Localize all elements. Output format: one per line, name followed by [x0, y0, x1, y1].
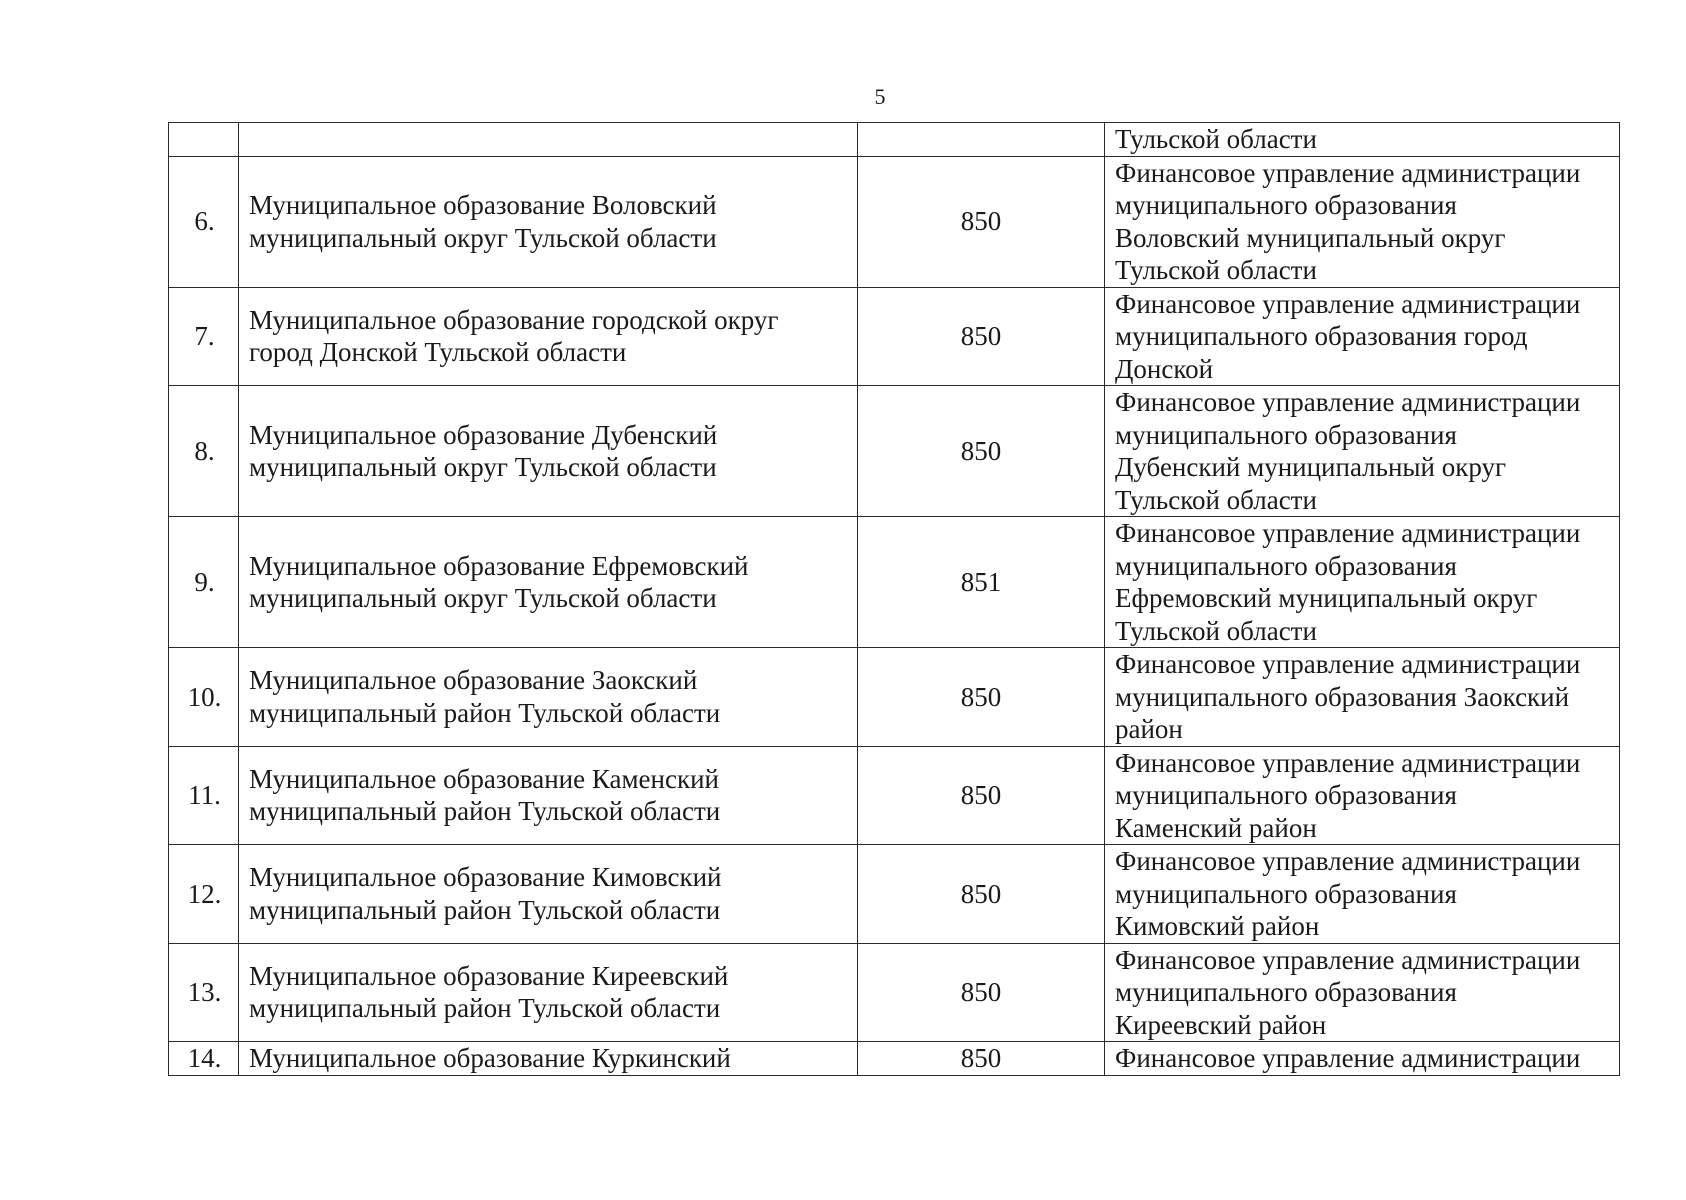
code-cell: 850: [858, 943, 1105, 1042]
table-row: [169, 1042, 1620, 1076]
table-row: [169, 648, 1620, 747]
municipalities-table: [168, 122, 1620, 1076]
financial-authority-line: Финансовое управление администрации: [1115, 518, 1581, 548]
row-number-cell: 6.: [169, 156, 239, 287]
financial-authority-line: Кимовский район: [1115, 911, 1320, 941]
municipality-name-line: Муниципальное образование городской округ: [249, 304, 779, 335]
financial-authority-line: Дубенский муниципальный округ: [1115, 452, 1507, 482]
municipality-name-cell: [239, 746, 858, 845]
financial-authority-line: муниципального образования: [1115, 780, 1457, 810]
financial-authority-line: Тульской области: [1115, 255, 1317, 285]
municipality-name-cell: [239, 123, 858, 157]
municipality-name-line: Муниципальное образование Воловский: [249, 190, 717, 220]
municipality-name-line: Муниципальное образование Заокский: [249, 665, 698, 696]
municipality-name-cell: [239, 156, 858, 287]
financial-authority-cell: [1105, 156, 1620, 287]
municipality-name-cell: [239, 845, 858, 944]
row-number-cell: [169, 123, 239, 157]
financial-authority-line: муниципального образования Заокский: [1115, 681, 1570, 712]
financial-authority-cell: [1105, 1042, 1620, 1076]
municipality-name-line: Муниципальное образование Ефремовский: [249, 550, 749, 581]
financial-authority-line: муниципального образования: [1115, 977, 1457, 1007]
municipality-name-line: муниципальный район Тульской области: [249, 894, 721, 925]
municipality-name-line: Муниципальное образование Кимовский: [249, 862, 722, 893]
row-number-cell: 8.: [169, 386, 239, 517]
row-number-cell: 10.: [169, 648, 239, 747]
municipality-name-cell: [239, 517, 858, 648]
table-row: [169, 845, 1620, 944]
financial-authority-line: муниципального образования: [1115, 419, 1457, 450]
financial-authority-line: Финансовое управление администрации: [1115, 1043, 1581, 1073]
municipality-name-line: муниципальный округ Тульской области: [249, 222, 717, 253]
financial-authority-line: Киреевский район: [1115, 1009, 1327, 1040]
code-cell: 850: [858, 746, 1105, 845]
financial-authority-line: Ефремовский муниципальный округ: [1115, 583, 1538, 613]
municipality-name-line: муниципальный район Тульской области: [249, 796, 721, 827]
financial-authority-cell: [1105, 287, 1620, 386]
financial-authority-line: Финансовое управление администрации: [1115, 944, 1581, 975]
municipality-name-line: город Донской Тульской области: [249, 337, 627, 368]
row-number-cell: 11.: [169, 746, 239, 845]
municipality-name-line: Муниципальное образование Дубенский: [249, 419, 718, 450]
municipality-name-cell: [239, 386, 858, 517]
page-number: 5: [874, 84, 886, 109]
financial-authority-line: Финансовое управление администрации: [1115, 649, 1581, 679]
financial-authority-line: район: [1115, 714, 1183, 744]
municipality-name-cell: [239, 287, 858, 386]
table-row: [169, 943, 1620, 1042]
financial-authority-line: Донской: [1115, 353, 1214, 384]
table-row: [169, 287, 1620, 386]
financial-authority-line: Финансовое управление администрации: [1115, 387, 1581, 417]
financial-authority-cell: [1105, 648, 1620, 747]
row-number-cell: 14.: [169, 1042, 239, 1076]
municipality-name-cell: [239, 943, 858, 1042]
financial-authority-line: Воловский муниципальный округ: [1115, 222, 1506, 253]
financial-authority-line: Финансовое управление администрации: [1115, 288, 1581, 319]
financial-authority-line: Финансовое управление администрации: [1115, 846, 1581, 876]
financial-authority-line: муниципального образования город: [1115, 321, 1528, 351]
row-number-cell: 7.: [169, 287, 239, 386]
financial-authority-cell: [1105, 943, 1620, 1042]
municipality-name-line: Муниципальное образование Киреевский: [249, 960, 729, 991]
municipality-name-line: муниципальный округ Тульской области: [249, 583, 717, 613]
code-cell: 850: [858, 156, 1105, 287]
financial-authority-line: Тульской области: [1115, 615, 1317, 646]
financial-authority-cell: [1105, 746, 1620, 845]
municipality-name-cell: [239, 1042, 858, 1076]
row-number-cell: 12.: [169, 845, 239, 944]
financial-authority-cell: [1105, 386, 1620, 517]
financial-authority-line: муниципального образования: [1115, 190, 1457, 220]
financial-authority-line: Каменский район: [1115, 812, 1317, 843]
row-number-cell: 13.: [169, 943, 239, 1042]
row-number-cell: 9.: [169, 517, 239, 648]
table-row: [169, 517, 1620, 648]
municipality-name-line: муниципальный район Тульской области: [249, 993, 721, 1024]
code-cell: [858, 123, 1105, 157]
municipality-name-line: муниципальный округ Тульской области: [249, 452, 717, 482]
code-cell: 850: [858, 648, 1105, 747]
code-cell: 850: [858, 1042, 1105, 1076]
table-row: [169, 746, 1620, 845]
municipality-name-line: Муниципальное образование Каменский: [249, 763, 719, 794]
code-cell: 850: [858, 287, 1105, 386]
municipality-name-line: муниципальный район Тульской области: [249, 697, 721, 728]
financial-authority-cell: [1105, 123, 1620, 157]
municipality-name-cell: [239, 648, 858, 747]
code-cell: 850: [858, 386, 1105, 517]
code-cell: 851: [858, 517, 1105, 648]
financial-authority-line: муниципального образования: [1115, 550, 1457, 581]
table-row: [169, 386, 1620, 517]
municipality-name-line: Муниципальное образование Куркинский: [249, 1043, 731, 1073]
financial-authority-cell: [1105, 845, 1620, 944]
table-row: [169, 123, 1620, 157]
financial-authority-cell: [1105, 517, 1620, 648]
financial-authority-line: муниципального образования: [1115, 878, 1457, 909]
table-row: [169, 156, 1620, 287]
financial-authority-line: Тульской области: [1115, 484, 1317, 515]
financial-authority-line: Финансовое управление администрации: [1115, 747, 1581, 778]
table-body: [169, 123, 1620, 1076]
financial-authority-line: Тульской области: [1115, 124, 1317, 154]
code-cell: 850: [858, 845, 1105, 944]
financial-authority-line: Финансовое управление администрации: [1115, 157, 1581, 188]
